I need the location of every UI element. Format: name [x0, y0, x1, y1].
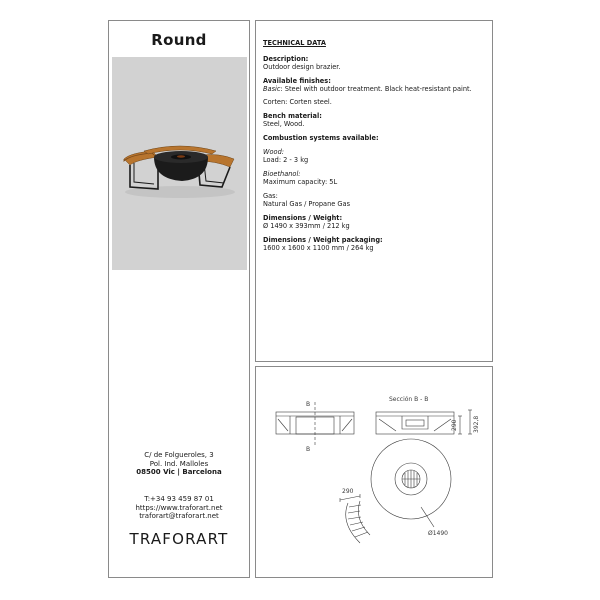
bioethanol-label: Bioethanol:	[263, 170, 301, 178]
left-bench	[124, 151, 158, 189]
description-label: Description:	[263, 55, 309, 63]
finish-basic	[263, 85, 489, 93]
technical-drawing-panel	[255, 366, 493, 578]
gas-label: Gas:	[263, 192, 278, 200]
bench-value: Steel, Wood.	[263, 120, 305, 128]
dim-diameter: Ø1490	[428, 530, 448, 537]
finish-basic-value: : Steel with outdoor treatment. Black heat-resistant paint.	[280, 85, 472, 93]
company-address	[109, 451, 249, 477]
technical-data-panel	[255, 20, 493, 362]
bench-plan	[340, 494, 370, 543]
packaging-value: 1600 x 1600 x 1100 mm / 264 kg	[263, 244, 374, 252]
wood-value: Load: 2 - 3 kg	[263, 156, 309, 164]
wood-label: Wood:	[263, 148, 284, 156]
bench-label: Bench material:	[263, 112, 322, 120]
description-value: Outdoor design brazier.	[263, 63, 341, 71]
address-street: C/ de Folgueroles, 3	[144, 451, 214, 459]
product-photo	[112, 57, 247, 270]
combustion-label: Combustion systems available:	[263, 134, 379, 142]
company-contact	[109, 495, 249, 521]
finishes-label: Available finishes:	[263, 77, 331, 85]
bioethanol-value: Maximum capacity: 5L	[263, 178, 338, 186]
product-card	[108, 20, 250, 578]
plan-view	[371, 439, 451, 527]
technical-drawing	[256, 367, 492, 577]
gas-value: Natural Gas / Propane Gas	[263, 200, 351, 208]
front-elevation	[276, 402, 354, 445]
technical-heading: TECHNICAL DATA	[263, 39, 326, 47]
section-mark-top: B	[306, 401, 311, 408]
finish-corten: Corten: Corten steel.	[263, 98, 332, 106]
address-estate: Pol. Ind. Malloles	[149, 459, 209, 468]
website-link[interactable]: https://www.traforart.net	[135, 503, 223, 512]
finish-basic-label: Basic	[263, 85, 281, 93]
dim-bench-width: 290	[342, 488, 354, 495]
dimensions-value: Ø 1490 x 393mm / 212 kg	[263, 222, 350, 230]
phone-number: T:+34 93 459 87 01	[144, 495, 214, 503]
brazier-illustration	[112, 57, 247, 270]
dimensions-label: Dimensions / Weight:	[263, 214, 343, 222]
product-title: Round	[151, 31, 207, 49]
brand-logo: TRAFORART	[129, 530, 229, 548]
section-title: Sección B - B	[389, 396, 429, 403]
packaging-label: Dimensions / Weight packaging:	[263, 236, 383, 244]
dim-height-total: 392,8	[473, 415, 480, 433]
dim-height-inner: 290	[451, 419, 458, 431]
address-city: 08500 Vic | Barcelona	[136, 468, 222, 476]
section-mark-bottom: B	[306, 446, 311, 453]
email-link[interactable]: traforart@traforart.net	[139, 512, 219, 520]
